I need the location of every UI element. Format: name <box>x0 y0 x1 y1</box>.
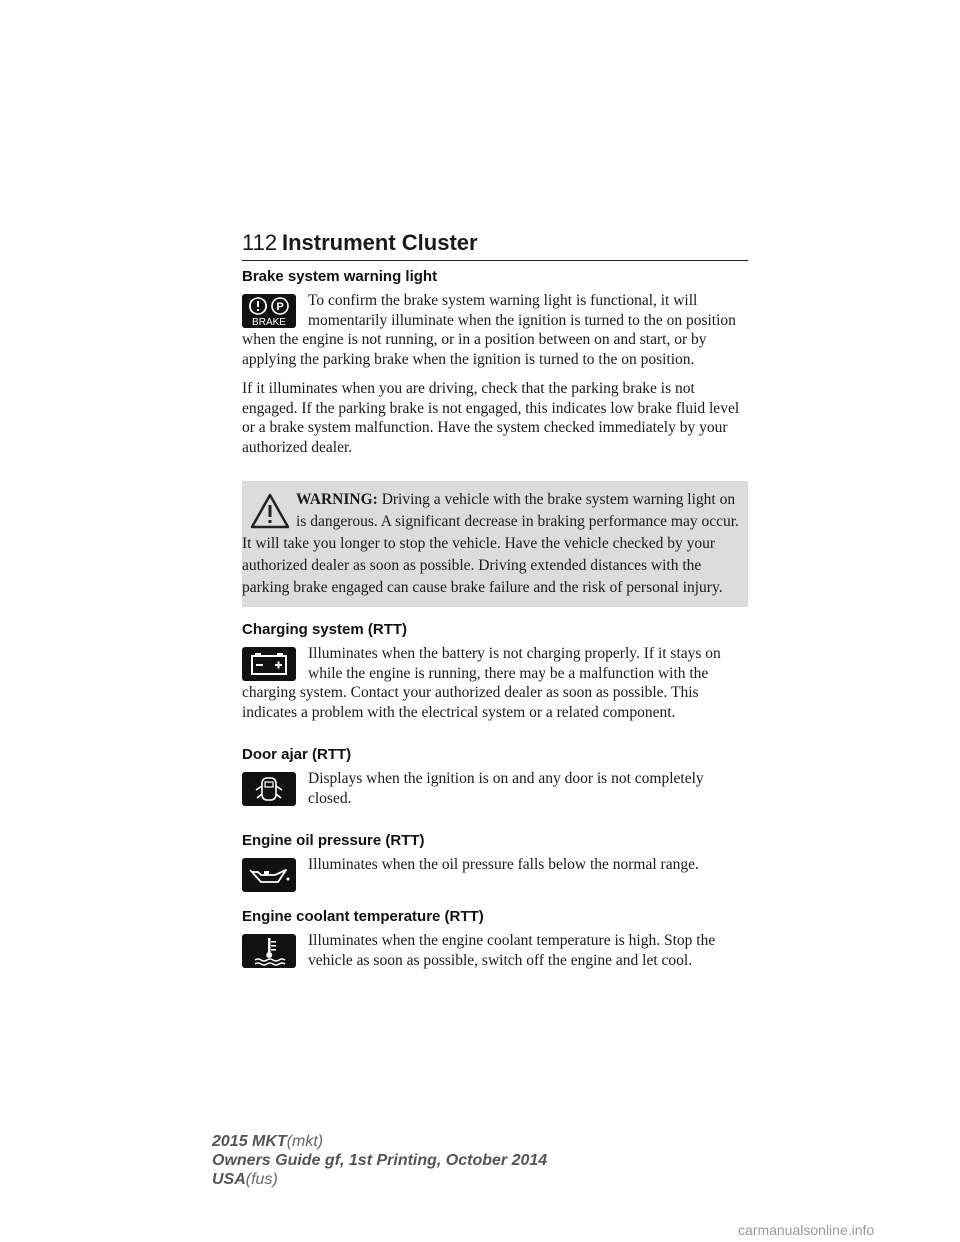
page-header <box>242 230 748 261</box>
oil-can-icon <box>242 858 296 892</box>
footer-edition: Owners Guide gf, 1st Printing, October 2014 <box>212 1152 548 1169</box>
section-brake-system <box>242 268 748 467</box>
document-footer <box>212 1132 547 1189</box>
section-door-ajar <box>242 746 748 818</box>
warning-triangle-icon <box>250 491 290 531</box>
section-charging-system <box>242 621 748 732</box>
paragraph: Illuminates when the oil pressure falls below the normal range. <box>308 856 699 873</box>
warning-box <box>242 481 748 607</box>
footer-model-code: (mkt) <box>286 1133 324 1150</box>
brake-warning-icon <box>242 294 296 328</box>
svg-text:P: P <box>276 301 284 313</box>
brake-icon-text: BRAKE <box>252 317 286 328</box>
paragraph: If it illuminates when you are driving, check that the parking brake is not engaged. If the parking brake is not engaged, this indicates low brake fluid level or a brake system malfunction. Have the system checked immediately by your authorized dealer. <box>242 380 740 456</box>
page-content <box>242 268 748 994</box>
paragraph: Illuminates when the battery is not charging properly. If it stays on while the engine is running, there may be a malfunction with the charging system. Contact your authorized dealer as soon as possible. This indicates a problem with the electrical system or a related component. <box>242 645 721 721</box>
section-title: Engine coolant temperature (RTT) <box>242 908 484 925</box>
section-engine-coolant-temperature <box>242 908 748 980</box>
paragraph: Illuminates when the engine coolant temperature is high. Stop the vehicle as soon as possible, switch off the engine and let cool. <box>308 932 716 969</box>
coolant-temperature-icon <box>242 934 296 968</box>
watermark: carmanualsonline.info <box>738 1222 875 1238</box>
footer-model: 2015 MKT <box>212 1133 287 1150</box>
section-title: Charging system (RTT) <box>242 621 408 638</box>
footer-market-code: (fus) <box>245 1171 278 1188</box>
section-title: Door ajar (RTT) <box>242 746 352 763</box>
page-number: 112 <box>242 230 278 255</box>
door-ajar-icon <box>242 772 296 806</box>
chapter-title: Instrument Cluster <box>282 230 478 255</box>
section-title: Brake system warning light <box>242 268 438 285</box>
footer-market: USA <box>212 1171 246 1188</box>
warning-label: WARNING: <box>296 491 378 508</box>
section-title: Engine oil pressure (RTT) <box>242 832 425 849</box>
section-engine-oil-pressure <box>242 832 748 894</box>
paragraph: To confirm the brake system warning light is functional, it will momentarily illuminate when the ignition is turned to the on position when the engine is not running, or in a position between on and start, or by applying the parking brake when the ignition is turned to the on position. <box>242 292 736 368</box>
battery-icon <box>242 647 296 681</box>
paragraph: Displays when the ignition is on and any door is not completely closed. <box>308 770 704 807</box>
warning-text: Driving a vehicle with the brake system warning light on is dangerous. A significant decrease in braking performance may occur. It will take you longer to stop the vehicle. Have the vehicle checked by your authorized dealer as soon as possible. Driving extended distances with the parking brake engaged can cause brake failure and the risk of personal injury. <box>242 491 739 596</box>
